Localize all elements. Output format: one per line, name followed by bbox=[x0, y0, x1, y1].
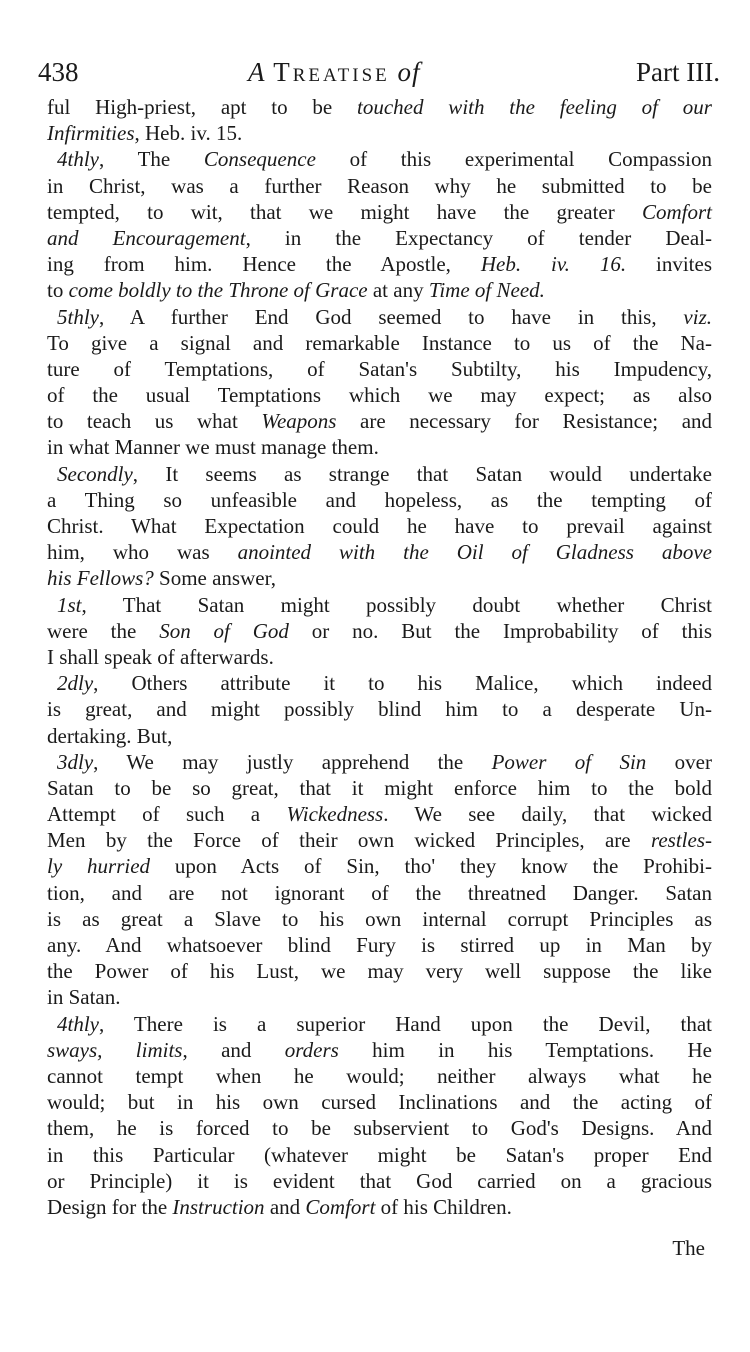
italic-run: Weapons bbox=[261, 409, 337, 434]
text-run: any. And whatsoever blind Fury is stirred up in Man by bbox=[47, 933, 712, 957]
italic-run: Secondly bbox=[57, 461, 133, 486]
text-run: is as great a Slave to his own internal corrupt Principles as bbox=[47, 906, 712, 931]
italic-run: Son of God bbox=[159, 618, 289, 643]
text-line bbox=[47, 356, 712, 382]
text-line bbox=[47, 932, 712, 958]
text-line bbox=[47, 1037, 712, 1063]
text-run: of the usual Temptations which we may expect; as also bbox=[47, 383, 712, 408]
text-run: in Christ, was a further Reason why he submitted to be bbox=[47, 173, 712, 198]
text-line bbox=[47, 906, 712, 932]
text-line bbox=[47, 434, 712, 460]
text-run: and bbox=[264, 1194, 306, 1219]
text-line bbox=[47, 749, 712, 775]
page-number: 438 bbox=[38, 57, 79, 87]
text-line bbox=[47, 696, 712, 722]
italic-run: Comfort bbox=[641, 199, 712, 224]
italic-run: Time of Need. bbox=[428, 278, 545, 303]
italic-run: Heb. iv. 16. bbox=[480, 252, 627, 277]
running-header bbox=[38, 52, 720, 92]
text-run: . We see daily, that wicked bbox=[383, 802, 713, 827]
text-line bbox=[47, 330, 712, 356]
text-run: to teach us what bbox=[47, 409, 262, 434]
text-line bbox=[47, 958, 712, 984]
text-run: , A further End God seemed to have in this, bbox=[99, 304, 684, 329]
italic-run: restles- bbox=[650, 828, 712, 853]
text-line bbox=[47, 1194, 712, 1220]
running-title-of: of bbox=[397, 57, 421, 87]
text-run: the Power of his Lust, we may very well suppose the like bbox=[47, 959, 712, 984]
italic-run: Instruction bbox=[172, 1194, 265, 1219]
text-run: at any bbox=[367, 278, 429, 303]
text-line bbox=[47, 487, 712, 513]
text-run: of this experimental Compassion bbox=[315, 147, 712, 172]
text-run: Men by the Force of their own wicked Principles, are bbox=[47, 828, 651, 853]
italic-run: 2dly bbox=[57, 671, 94, 696]
text-line bbox=[47, 199, 712, 225]
running-title-word: Treatise bbox=[273, 57, 390, 87]
text-run: upon Acts of Sin, tho' they know the Prohibi- bbox=[150, 854, 712, 879]
part-label: Part III. bbox=[636, 57, 720, 87]
text-run: Attempt of such a bbox=[47, 802, 287, 827]
text-run: in what Manner we must manage them. bbox=[47, 435, 379, 460]
text-line bbox=[47, 984, 712, 1010]
text-run: , There is a superior Hand upon the Devil, that bbox=[99, 1011, 712, 1036]
text-run: , and bbox=[182, 1037, 285, 1062]
text-line bbox=[47, 251, 712, 277]
text-line bbox=[47, 1089, 712, 1115]
text-line bbox=[47, 277, 712, 303]
italic-run: Power of Sin bbox=[491, 749, 647, 774]
catchword: The bbox=[672, 1236, 705, 1260]
text-run: , Heb. iv. 15. bbox=[134, 121, 243, 146]
text-line bbox=[47, 827, 712, 853]
text-line bbox=[47, 801, 712, 827]
text-run: , Others attribute it to his Malice, which indeed bbox=[93, 671, 712, 696]
text-line bbox=[47, 618, 712, 644]
text-run: Christ. What Expectation could he have to prevail against bbox=[47, 514, 712, 538]
text-run: tion, and are not ignorant of the threatned Danger. Satan bbox=[47, 880, 712, 905]
text-run: , We may justly apprehend the bbox=[93, 749, 492, 774]
text-line bbox=[47, 723, 712, 749]
text-line bbox=[47, 592, 712, 618]
text-run: ful High-priest, apt to be bbox=[47, 95, 358, 119]
text-run: invites bbox=[626, 252, 713, 277]
text-run: , It seems as strange that Satan would undertake bbox=[132, 461, 712, 486]
text-run: tempted, to wit, that we might have the greater bbox=[47, 199, 642, 224]
text-run: Some answer, bbox=[153, 566, 276, 591]
italic-run: viz. bbox=[683, 304, 712, 329]
italic-run: Comfort bbox=[305, 1194, 376, 1219]
text-line bbox=[47, 1063, 712, 1089]
text-line bbox=[47, 644, 712, 670]
text-line bbox=[47, 146, 712, 172]
text-run: , The bbox=[99, 147, 204, 172]
text-run: Satan to be so great, that it might enforce him to the bold bbox=[47, 775, 712, 800]
text-run: were the bbox=[47, 618, 160, 643]
running-title bbox=[248, 52, 421, 92]
italic-run: and Encouragement bbox=[47, 225, 246, 250]
italic-run: touched with the feeling of our bbox=[357, 95, 712, 119]
text-line bbox=[47, 1115, 712, 1141]
text-line bbox=[47, 1168, 712, 1194]
text-line bbox=[47, 461, 712, 487]
text-run: or no. But the Improbability of this bbox=[288, 618, 713, 643]
text-run: or Principle) it is evident that God carried on a gracious bbox=[47, 1168, 712, 1193]
text-run: , in the Expectancy of tender Deal- bbox=[245, 225, 712, 250]
italic-run: Consequence bbox=[203, 147, 316, 172]
text-line bbox=[47, 173, 712, 199]
text-line bbox=[47, 775, 712, 801]
text-line bbox=[47, 225, 712, 251]
text-line bbox=[47, 94, 712, 120]
italic-run: anointed with the Oil of Gladness above bbox=[237, 540, 712, 565]
italic-run: sways, limits bbox=[47, 1037, 183, 1062]
text-run: ing from him. Hence the Apostle, bbox=[47, 252, 481, 277]
italic-run: Wickedness bbox=[286, 802, 384, 827]
text-run: cannot tempt when he would; neither always what he bbox=[47, 1063, 712, 1088]
italic-run: 4thly bbox=[57, 147, 99, 172]
text-line bbox=[47, 304, 712, 330]
italic-run: 3dly bbox=[57, 749, 94, 774]
text-line bbox=[47, 1142, 712, 1168]
text-run: is great, and might possibly blind him to a desperate Un- bbox=[47, 697, 712, 722]
text-run: would; but in his own cursed Inclinations and the acting of bbox=[47, 1090, 712, 1115]
text-run: him, who was bbox=[47, 540, 238, 565]
text-run: are necessary for Resistance; and bbox=[336, 409, 713, 434]
text-run: over bbox=[646, 749, 712, 774]
text-line bbox=[47, 1011, 712, 1037]
text-run: Design for the bbox=[47, 1194, 173, 1219]
body-text bbox=[47, 94, 712, 1220]
text-line bbox=[47, 880, 712, 906]
text-run: To give a signal and remarkable Instance to us of the Na- bbox=[47, 330, 712, 355]
text-run: in this Particular (whatever might be Satan's proper End bbox=[47, 1142, 712, 1167]
text-run: them, he is forced to be subservient to God's Designs. And bbox=[47, 1116, 712, 1141]
text-run: , That Satan might possibly doubt whether Christ bbox=[81, 592, 712, 617]
italic-run: orders bbox=[284, 1037, 339, 1062]
text-run: ture of Temptations, of Satan's Subtilty, his Impudency, bbox=[47, 356, 712, 381]
italic-run: come boldly to the Throne of Grace bbox=[68, 278, 368, 303]
running-title-article: A bbox=[248, 57, 266, 87]
text-run: a Thing so unfeasible and hopeless, as the tempting of bbox=[47, 487, 712, 512]
text-line bbox=[47, 539, 712, 565]
text-run: in Satan. bbox=[47, 985, 121, 1010]
text-line bbox=[47, 120, 712, 146]
text-run: him in his Temptations. He bbox=[338, 1037, 712, 1062]
text-line bbox=[47, 565, 712, 591]
text-run: dertaking. But, bbox=[47, 723, 173, 748]
italic-run: Infirmities bbox=[47, 121, 135, 146]
text-line bbox=[47, 513, 712, 539]
text-line bbox=[47, 382, 712, 408]
text-run: I shall speak of afterwards. bbox=[47, 644, 274, 669]
italic-run: ly hurried bbox=[47, 854, 151, 879]
italic-run: his Fellows? bbox=[47, 566, 154, 591]
italic-run: 4thly bbox=[57, 1011, 99, 1036]
text-run: to bbox=[47, 278, 69, 303]
text-run: of his Children. bbox=[375, 1194, 512, 1219]
italic-run: 1st bbox=[57, 592, 82, 617]
text-line bbox=[47, 670, 712, 696]
text-line bbox=[47, 853, 712, 879]
italic-run: 5thly bbox=[57, 304, 99, 329]
text-line bbox=[47, 408, 712, 434]
